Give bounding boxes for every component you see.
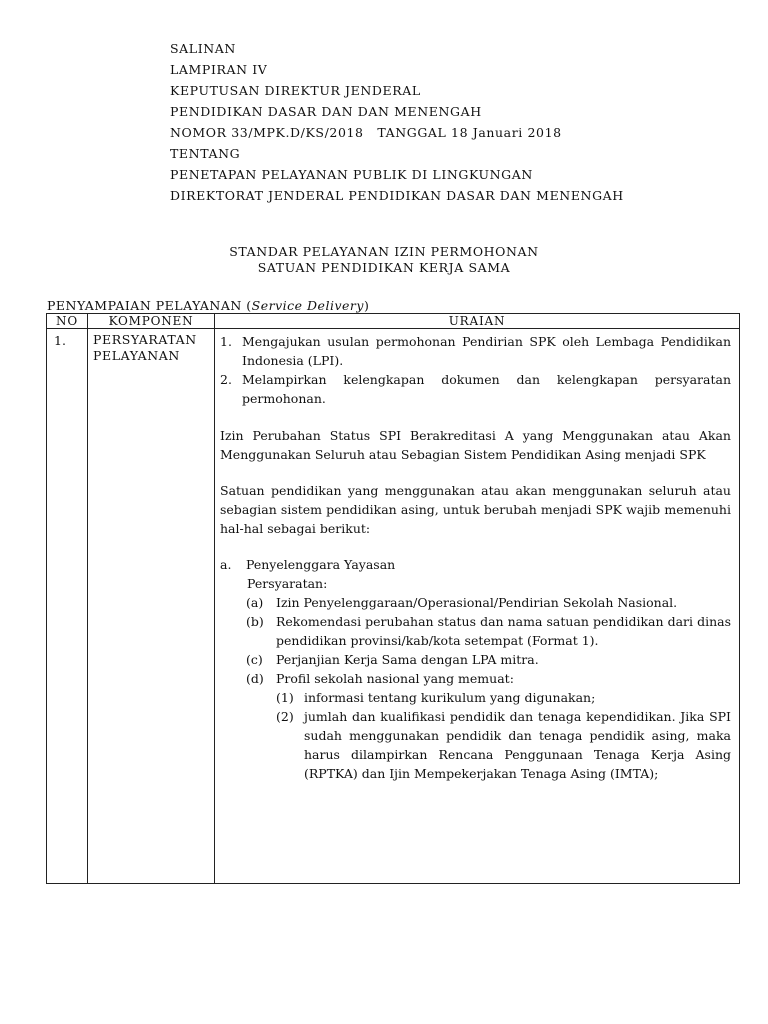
list-item	[220, 370, 731, 408]
list-item	[246, 669, 731, 688]
header-line: SALINAN	[170, 41, 236, 56]
list-item	[220, 332, 731, 370]
section-label-italic: Service Delivery	[251, 298, 364, 313]
header-line: PENETAPAN PELAYANAN PUBLIK DI LINGKUNGAN	[170, 167, 533, 182]
item-number: (c)	[246, 652, 263, 667]
header-line: TENTANG	[170, 146, 241, 161]
header-line: DIREKTORAT JENDERAL PENDIDIKAN DASAR DAN MENENGAH	[170, 188, 624, 203]
document-header	[170, 38, 624, 206]
header-line: NOMOR 33/MPK.D/KS/2018 TANGGAL 18 Januari 2018	[170, 125, 562, 140]
item-text: Rekomendasi perubahan status dan nama satuan pendidikan dari dinas pendidikan provinsi/kab/kota setempat (Format 1).	[276, 614, 731, 648]
document-title	[0, 244, 768, 276]
item-number: 2.	[220, 372, 232, 387]
sub-item-number: a.	[220, 557, 232, 572]
item-text: Melampirkan kelengkapan dokumen dan kelengkapan persyaratan permohonan.	[242, 372, 731, 406]
list-item	[246, 650, 731, 669]
header-line: PENDIDIKAN DASAR DAN DAN MENENGAH	[170, 104, 482, 119]
section-label	[47, 298, 369, 313]
paragraph-izin-perubahan: Izin Perubahan Status SPI Berakreditasi A yang Menggunakan atau Akan Menggunakan Seluruh atau Sebagian Sistem Pendidikan Asing menjadi SPK	[220, 428, 731, 462]
profil-list	[246, 688, 731, 783]
item-number: (2)	[276, 709, 294, 724]
sub-item-text: Penyelenggara Yayasan	[246, 557, 396, 572]
item-text: Profil sekolah nasional yang memuat:	[276, 671, 514, 686]
list-item	[246, 593, 731, 612]
item-number: (b)	[246, 614, 264, 629]
item-number: 1.	[220, 334, 232, 349]
item-text: informasi tentang kurikulum yang digunakan;	[304, 690, 596, 705]
title-line-2: SATUAN PENDIDIKAN KERJA SAMA	[257, 260, 511, 275]
section-label-text: PENYAMPAIAN PELAYANAN (	[47, 298, 252, 313]
list-item	[246, 612, 731, 650]
cell-no: 1.	[47, 329, 88, 884]
header-uraian: URAIAN	[215, 314, 740, 329]
list-item	[276, 707, 731, 783]
title-line-1: STANDAR PELAYANAN IZIN PERMOHONAN	[229, 244, 539, 259]
header-no: NO	[47, 314, 88, 329]
header-line: KEPUTUSAN DIREKTUR JENDERAL	[170, 83, 421, 98]
requirements-list	[220, 593, 731, 783]
item-number: (1)	[276, 690, 294, 705]
item-text: jumlah dan kualifikasi pendidik dan tenaga kependidikan. Jika SPI sudah menggunakan pendidik dan tenaga pendidik asing, maka harus dilampirkan Rencana Penggunaan Tenaga Kerja Asing (RPTKA) dan Ijin Mempekerjakan Tenaga Asing (IMTA);	[304, 709, 731, 781]
header-komponen: KOMPONEN	[88, 314, 215, 329]
table-header-row	[47, 314, 740, 329]
item-number: (a)	[246, 595, 264, 610]
header-line: LAMPIRAN IV	[170, 62, 268, 77]
sub-item-a	[220, 555, 731, 574]
cell-uraian	[215, 329, 740, 884]
item-number: (d)	[246, 671, 264, 686]
paragraph-satuan-pendidikan: Satuan pendidikan yang menggunakan atau akan menggunakan seluruh atau sebagian sistem pendidikan asing, untuk berubah menjadi SPK wajib memenuhi hal-hal sebagai berikut:	[220, 483, 731, 536]
persyaratan-label: Persyaratan:	[247, 576, 328, 591]
table-row	[47, 329, 740, 884]
section-label-end: )	[363, 298, 370, 313]
item-text: Izin Penyelenggaraan/Operasional/Pendirian Sekolah Nasional.	[276, 595, 678, 610]
cell-komponen: PERSYARATAN PELAYANAN	[88, 329, 215, 884]
service-table	[46, 313, 740, 884]
list-item	[276, 688, 731, 707]
item-text: Mengajukan usulan permohonan Pendirian SPK oleh Lembaga Pendidikan Indonesia (LPI).	[242, 334, 731, 368]
item-text: Perjanjian Kerja Sama dengan LPA mitra.	[276, 652, 539, 667]
